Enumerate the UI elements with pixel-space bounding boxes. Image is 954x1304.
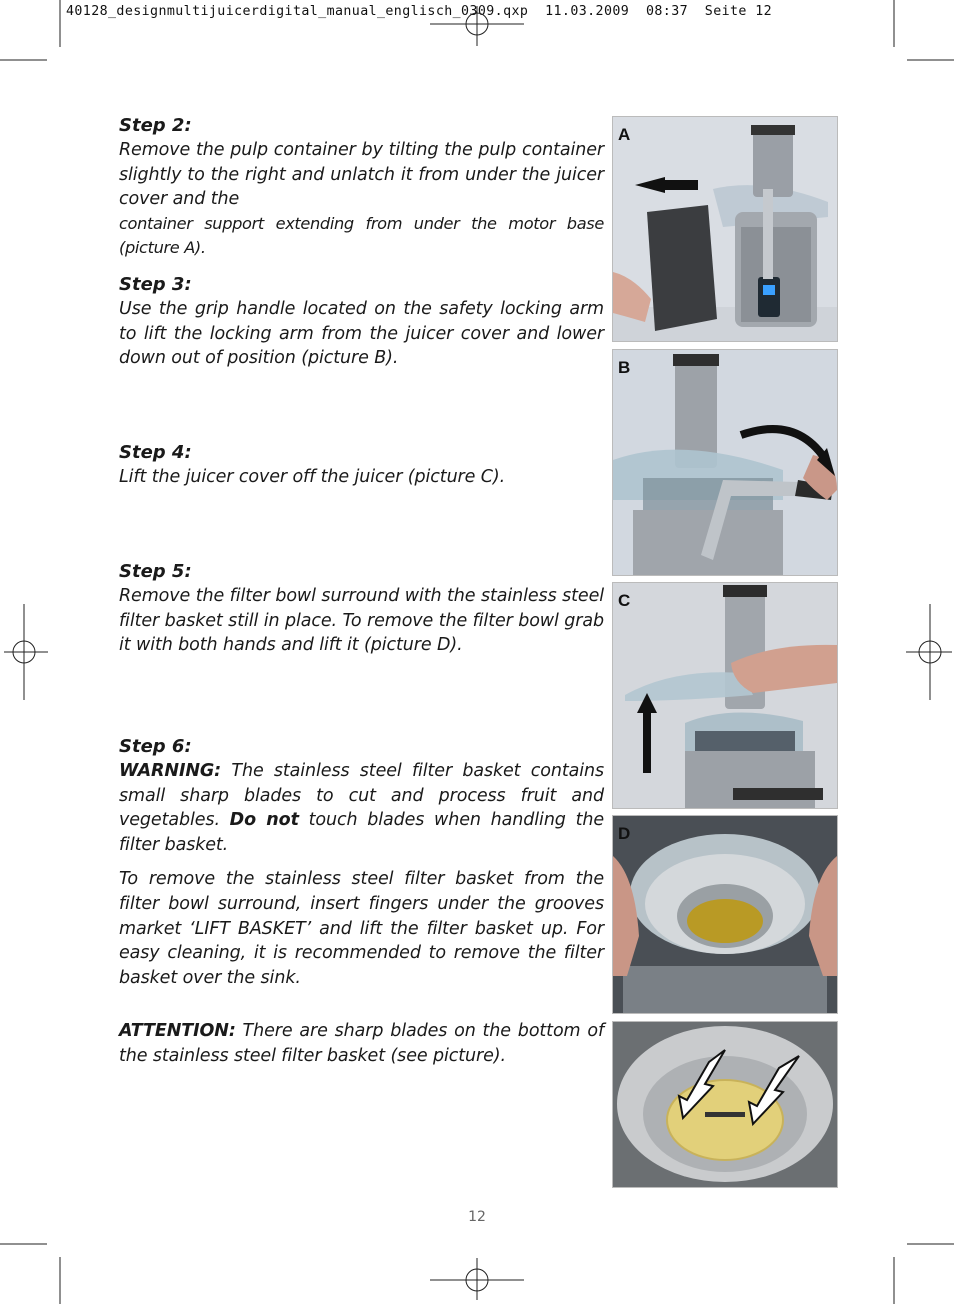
step-5-title: Step 5: — [119, 561, 192, 582]
step-2 — [119, 114, 604, 261]
picture-c — [612, 582, 838, 809]
step-6-warning — [119, 759, 604, 857]
warning-text-1: The stainless steel filter basket contains small sharp blades to cut and process fruit and vegetables. — [119, 761, 604, 831]
step-3-title: Step 3: — [119, 274, 192, 295]
step-6 — [119, 735, 604, 990]
step-4 — [119, 441, 604, 490]
attention-note — [119, 1019, 604, 1068]
step-3-text: Use the grip handle located on the safety locking arm to lift the locking arm from the juicer cover and lower down out of position (picture B). — [119, 299, 604, 369]
file-header: 40128_designmultijuicerdigital_manual_englisch_0309.qxp 11.03.2009 08:37 Seite 12 — [66, 4, 773, 19]
step-5-text: Remove the filter bowl surround with the stainless steel filter basket still in place. To remove the filter bowl grab it with both hands and lift it (picture D). — [119, 586, 604, 656]
picture-a — [612, 116, 838, 342]
picture-a-label: A — [618, 125, 631, 144]
picture-b-label: B — [618, 358, 631, 377]
picture-d — [612, 815, 838, 1014]
step-3 — [119, 273, 604, 371]
juicer-photo-d — [613, 816, 837, 1013]
juicer-photo-b — [613, 350, 837, 575]
step-4-text: Lift the juicer cover off the juicer (picture C). — [119, 467, 506, 487]
page-number: 12 — [468, 1209, 486, 1225]
step-5 — [119, 560, 604, 658]
juicer-photo-a — [613, 117, 837, 341]
juicer-photo-c — [613, 583, 837, 808]
picture-c-label: C — [618, 591, 631, 610]
attention-label: ATTENTION: — [119, 1021, 236, 1041]
filter-basket-photo — [613, 1022, 837, 1187]
step-6-title: Step 6: — [119, 736, 192, 757]
picture-b — [612, 349, 838, 576]
step-2-text: Remove the pulp container by tilting the pulp container slightly to the right and unlatch it from under the juicer cover and the — [119, 140, 604, 210]
picture-filter-basket — [612, 1021, 838, 1188]
step-6-text: To remove the stainless steel filter basket from the filter bowl surround, insert fingers under the grooves market ‘LIFT BASKET’ and lift the filter basket up. For easy cleaning, it is recommended to remove the filter basket over the sink. — [119, 869, 604, 988]
picture-d-label: D — [618, 824, 631, 843]
step-4-title: Step 4: — [119, 442, 192, 463]
step-2-title: Step 2: — [119, 115, 192, 136]
warning-label: WARNING: — [119, 761, 222, 781]
step-2-text-cont: container support extending from under the motor base (picture A). — [119, 213, 604, 258]
warning-text-2: touch blades when handling the filter basket. — [119, 810, 604, 855]
warning-do-not: Do not — [229, 810, 299, 831]
attention-text: There are sharp blades on the bottom of the stainless steel filter basket (see picture). — [119, 1021, 604, 1066]
